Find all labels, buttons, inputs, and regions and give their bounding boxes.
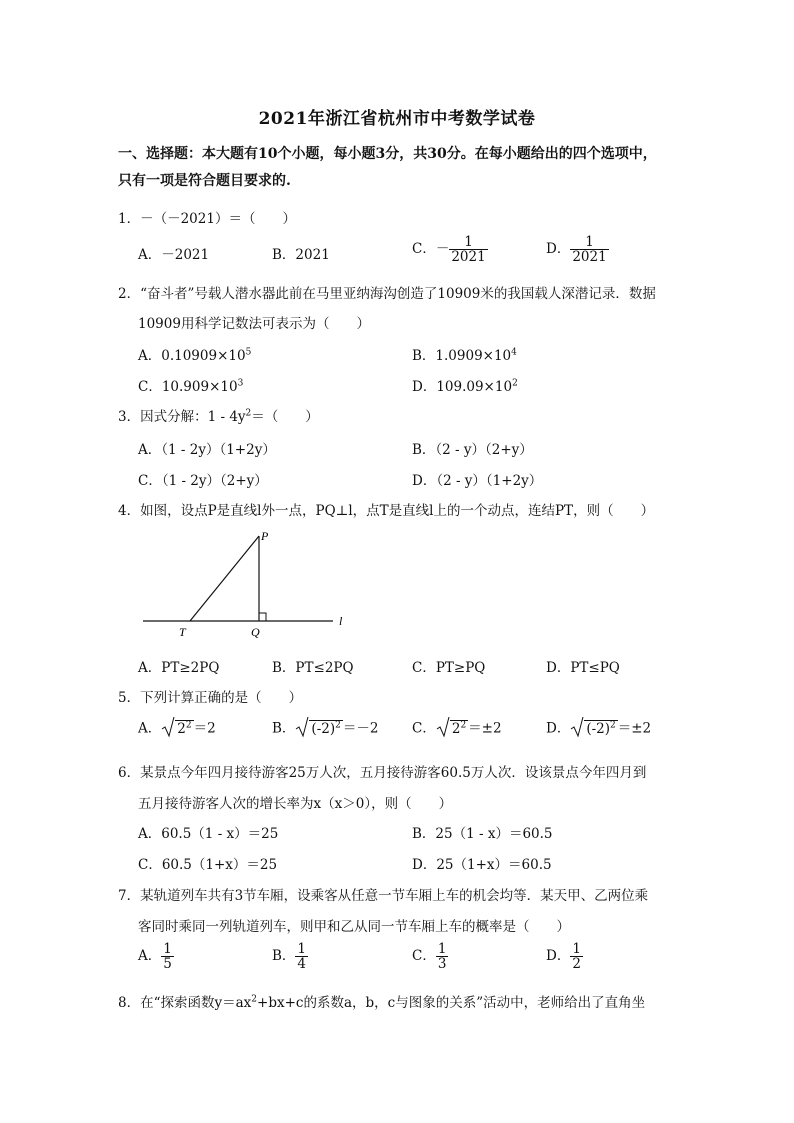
question-7-option-b — [272, 942, 308, 971]
option-label: B． — [272, 948, 296, 965]
question-4-option-d: D．PT≤PQ — [546, 660, 620, 676]
fraction — [295, 942, 308, 971]
question-6-stem-line1: 6．某景点今年四月接待游客25万人次，五月接待游客60.5万人次．设该景点今年四月到 — [118, 765, 647, 781]
question-2-option-b — [412, 344, 517, 364]
result: ＝±2 — [468, 720, 502, 737]
stem-text: +bx+c的系数a，b，c与图象的关系”活动中，老师给出了直角坐 — [257, 995, 646, 1011]
result: ＝±2 — [617, 720, 652, 737]
option-text: C．10.909×10 — [138, 379, 238, 395]
question-1-option-b: B．2021 — [272, 247, 330, 263]
stem-text: 3．因式分解：1 - 4y — [118, 409, 246, 425]
question-6-option-a: A．60.5（1 - x）＝25 — [138, 826, 279, 842]
question-4-stem: 4．如图，设点P是直线l外一点，PQ⊥l，点T是直线l上的一个动点，连结PT，则（ ） — [118, 503, 655, 519]
question-1-option-a: A．－2021 — [138, 247, 210, 263]
option-label: A． — [138, 720, 162, 737]
radicand: $(-2)^2$ — [311, 720, 341, 737]
option-label: C．－ — [412, 241, 450, 258]
question-5-option-b — [272, 716, 378, 742]
question-3-stem — [118, 405, 319, 425]
exponent: 5 — [245, 347, 252, 358]
option-text: B．1.0909×10 — [412, 348, 512, 364]
question-8-stem — [118, 991, 645, 1011]
question-2-option-c — [138, 375, 243, 395]
fraction — [449, 235, 487, 264]
question-2-stem-line2: 10909用科学记数法可表示为（ ） — [138, 316, 370, 332]
radicand: $2^2$ — [451, 720, 467, 737]
question-6-stem-line2: 五月接待游客人次的增长率为x（x＞0），则（ ） — [138, 796, 453, 812]
stem-text: 8．在“探索函数y＝ax — [118, 995, 252, 1011]
exponent: 2 — [251, 994, 258, 1005]
question-5-option-d — [546, 716, 651, 742]
fraction — [436, 942, 449, 971]
option-label: C． — [412, 720, 436, 737]
section-heading-line2: 只有一项是符合题目要求的. — [118, 173, 291, 189]
question-5-option-a — [138, 716, 216, 742]
exponent: 2 — [245, 408, 252, 419]
option-label: D． — [546, 720, 571, 737]
fraction — [570, 942, 583, 971]
fraction-denominator: 2021 — [572, 249, 607, 266]
section-heading — [118, 141, 678, 195]
sqrt-symbol — [570, 716, 584, 742]
option-label: A． — [138, 948, 162, 965]
question-3-option-a: A．（1 - 2y）（1+2y） — [138, 442, 276, 458]
fraction-denominator: 4 — [297, 956, 307, 973]
question-1-option-d — [546, 235, 609, 264]
sqrt-symbol — [161, 716, 175, 742]
label-p: P — [261, 529, 269, 543]
option-label: D． — [546, 948, 571, 965]
fraction-denominator: 2021 — [451, 249, 486, 266]
exponent: 3 — [237, 378, 244, 389]
option-text: D．109.09×10 — [412, 379, 513, 395]
question-7-option-a — [138, 942, 174, 971]
fraction-denominator: 3 — [437, 956, 447, 973]
section-heading-line1: 一、选择题：本大题有10个小题，每小题3分，共30分。在每小题给出的四个选项中， — [118, 146, 657, 162]
result: ＝－2 — [342, 720, 379, 737]
fraction-numerator: 1 — [163, 941, 172, 957]
label-l: l — [339, 614, 343, 628]
question-2-option-d — [412, 375, 518, 395]
right-angle-mark — [259, 613, 266, 621]
question-3-option-d: D．（2 - y）（1+2y） — [412, 473, 543, 489]
sqrt-symbol — [436, 716, 450, 742]
fraction-numerator: 1 — [437, 941, 447, 957]
question-4-option-c: C．PT≥PQ — [412, 660, 486, 676]
question-6-option-b: B．25（1 - x）＝60.5 — [412, 826, 553, 842]
radicand: $(-2)^2$ — [586, 720, 616, 737]
question-6-option-d: D．25（1+x）＝60.5 — [412, 857, 552, 873]
option-label: B． — [272, 720, 296, 737]
fraction-numerator: 1 — [572, 941, 581, 957]
fraction-denominator: 5 — [163, 956, 172, 973]
question-4-option-a: A．PT≥2PQ — [138, 660, 220, 676]
question-7-option-c — [412, 942, 448, 971]
question-7-stem-line1: 7．某轨道列车共有3节车厢，设乘客从任意一节车厢上车的机会均等．某天甲、乙两位乘 — [118, 888, 649, 904]
question-3-option-c: C．（1 - 2y）（2+y） — [138, 473, 268, 489]
option-label: C． — [412, 948, 436, 965]
option-label: D． — [546, 241, 571, 258]
label-t: T — [179, 625, 186, 639]
question-5-option-c — [412, 716, 502, 742]
question-2-option-a — [138, 344, 251, 364]
question-1-stem: 1．－（－2021）＝（ ） — [118, 211, 296, 227]
question-7-stem-line2: 客同时乘同一列轨道列车，则甲和乙从同一节车厢上车的概率是（ ） — [138, 919, 570, 935]
fraction — [570, 235, 608, 264]
segment-pt — [190, 536, 259, 621]
geometry-figure — [138, 526, 358, 644]
result: ＝2 — [193, 720, 216, 737]
exponent: 4 — [511, 347, 517, 358]
exponent: 2 — [512, 378, 518, 389]
question-6-option-c: C．60.5（1+x）＝25 — [138, 857, 278, 873]
fraction-numerator: 1 — [297, 941, 307, 957]
stem-text: ＝（ ） — [251, 409, 319, 425]
fraction-denominator: 2 — [572, 956, 581, 973]
question-4-option-b: B．PT≤2PQ — [272, 660, 354, 676]
question-7-option-d — [546, 942, 583, 971]
fraction-numerator: 1 — [449, 235, 487, 250]
fraction — [161, 942, 174, 971]
question-2-stem-line1: 2．“奋斗者”号载人潜水器此前在马里亚纳海沟创造了10909米的我国载人深潜记录．数据 — [118, 286, 656, 302]
fraction-numerator: 1 — [570, 235, 608, 250]
question-3-option-b: B．（2 - y）（2+y） — [412, 442, 533, 458]
label-q: Q — [251, 625, 260, 639]
question-5-stem: 5．下列计算正确的是（ ） — [118, 690, 303, 706]
sqrt-symbol — [295, 716, 309, 742]
radicand: $2^2$ — [177, 720, 192, 737]
option-text: A．0.10909×10 — [138, 348, 246, 364]
page-title: 2021年浙江省杭州市中考数学试卷 — [258, 109, 536, 129]
question-1-option-c — [412, 235, 488, 264]
